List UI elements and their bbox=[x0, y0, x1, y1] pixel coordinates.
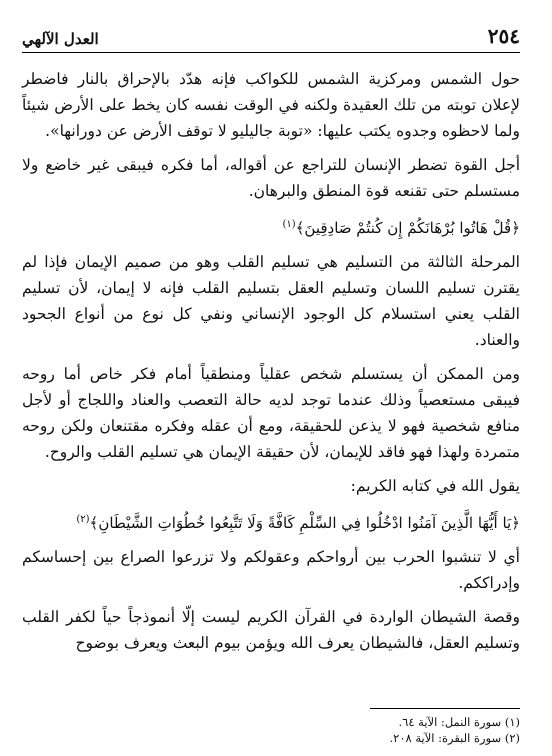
paragraph: وقصة الشيطان الواردة في القرآن الكريم ليست إلّا أنموذجاً حياً لكفر القلب وتسليم العقل، فالشيطان يعرف الله ويؤمن بيوم البعث ويعرف بوضوح bbox=[22, 608, 520, 652]
footnote-divider bbox=[370, 708, 520, 709]
quran-verse-text: ﴿يَا أَيُّهَا الَّذِينَ آمَنُوا ادْخُلُوا فِي السِّلْمِ كَافَّةً وَلَا تَتَّبِعُوا خُطُوَاتِ الشَّيْطَانِ﴾ bbox=[89, 514, 520, 532]
running-title: العدل الآلهي bbox=[22, 30, 99, 48]
paragraph: أي لا تنشبوا الحرب بين أرواحكم وعقولكم ولا تزرعوا الصراع بين إحساسكم وإدراككم. bbox=[22, 548, 520, 592]
paragraph: أجل القوة تضطر الإنسان للتراجع عن أقواله، أما فكره فيبقى غير خاضع ولا مستسلم حتى تقنعه قوة المنطق والبرهان. bbox=[22, 156, 520, 200]
quran-verse-text: ﴿قُلْ هَاتُوا بُرْهَانَكُمْ إِن كُنتُمْ صَادِقِينَ﴾ bbox=[295, 219, 520, 237]
page-header bbox=[22, 18, 520, 53]
page-body bbox=[22, 66, 520, 664]
paragraph: يقول الله في كتابه الكريم: bbox=[350, 477, 520, 495]
footnote-ref: (٢) bbox=[76, 514, 90, 525]
page-number: ٢٥٤ bbox=[487, 24, 520, 48]
footnote: (١) سورة النمل: الآية ٦٤. bbox=[398, 715, 520, 729]
paragraph: المرحلة الثالثة من التسليم هي تسليم القلب وهو من صميم الإيمان فإذا لم يقترن تسليم اللسان وتسليم العقل بتسليم القلب فإنه لا إيمان، لأن تسليم القلب يعني استسلام كل الوجود الإنساني ونفي كل نوع من أنواع الجحود والعناد. bbox=[22, 253, 520, 349]
footnotes bbox=[22, 714, 520, 746]
footnote: (٢) سورة البقرة: الآية ٢٠٨. bbox=[389, 731, 520, 745]
paragraph: حول الشمس ومركزية الشمس للكواكب فإنه هدّد بالإحراق بالنار فاضطر لإعلان توبته من تلك العقيدة ولكنه في الوقت نفسه كان يخط على الأرض شيئاً ولما لاحظوه وجدوه يكتب عليها: «توبة جاليليو لا توقف الأرض عن دورانها». bbox=[22, 70, 520, 140]
quran-verse bbox=[22, 212, 520, 241]
quran-verse bbox=[22, 507, 520, 536]
paragraph: ومن الممكن أن يستسلم شخص عقلياً ومنطقياً أمام فكر خاص أما روحه فيبقى مستعصياً وذلك عندما توجد لديه حالة التعصب والعناد واللجاج أو لأجل منافع شخصية فهو لا يذعن للحقيقة، ومع أن عقله وفكره مقتنعان ولكن روحه متمردة ولهذا فهو فاقد للإيمان، لأن حقيقة الإيمان هي تسليم القلب والروح. bbox=[22, 365, 520, 461]
footnote-ref: (١) bbox=[282, 219, 296, 230]
